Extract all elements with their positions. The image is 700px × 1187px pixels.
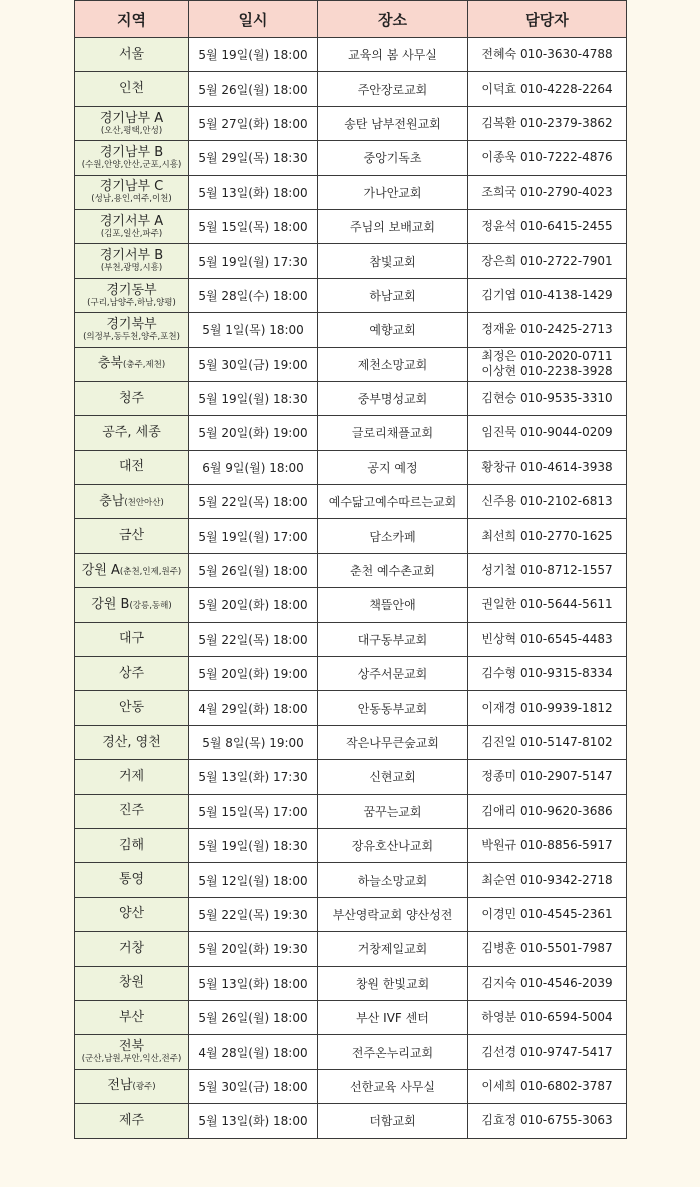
table-header <box>75 1 627 38</box>
datetime-cell: 5월 12일(월) 18:00 <box>189 863 318 897</box>
contact-cell <box>468 209 627 243</box>
place-cell: 예향교회 <box>318 313 468 347</box>
contact-entry: 김기엽 010-4138-1429 <box>481 287 613 302</box>
table-row <box>75 175 627 209</box>
region-name: 진주 <box>118 803 145 819</box>
region-name: 서울 <box>118 46 145 62</box>
region-name: 청주 <box>118 390 145 406</box>
datetime-cell: 5월 13일(화) 18:00 <box>189 175 318 209</box>
contact-entry: 정종미 010-2907-5147 <box>481 769 613 784</box>
region-cell <box>75 485 189 519</box>
datetime-cell: 5월 19일(월) 17:30 <box>189 244 318 278</box>
table-row <box>75 1000 627 1034</box>
contact-entry: 김효정 010-6755-3063 <box>481 1113 613 1128</box>
region-name: 경기남부 C <box>99 179 164 195</box>
region-name: 전북 <box>118 1039 145 1055</box>
contact-cell <box>468 725 627 759</box>
header-row <box>75 1 627 38</box>
contact-cell <box>468 760 627 794</box>
region-subareas: (수원,안양,안산,군포,시흥) <box>81 159 182 170</box>
table-row <box>75 1035 627 1069</box>
region-subareas: (김포,일산,파주) <box>100 228 163 239</box>
region-name: 통영 <box>118 872 145 888</box>
place-cell: 참빛교회 <box>318 244 468 278</box>
datetime-cell: 5월 26일(월) 18:00 <box>189 72 318 106</box>
region-cell <box>75 38 189 72</box>
region-subareas: (구리,남양주,하남,양평) <box>87 297 176 308</box>
region-name: 경기서부 B <box>99 248 164 264</box>
datetime-cell: 4월 29일(화) 18:00 <box>189 691 318 725</box>
header-region: 지역 <box>75 1 189 38</box>
region-subareas: (천안아산) <box>124 497 164 508</box>
region-cell <box>75 622 189 656</box>
datetime-cell: 5월 26일(월) 18:00 <box>189 553 318 587</box>
table-row <box>75 622 627 656</box>
contact-cell <box>468 381 627 415</box>
place-cell: 상주서문교회 <box>318 657 468 691</box>
table-row <box>75 966 627 1000</box>
datetime-cell: 5월 28일(수) 18:00 <box>189 278 318 312</box>
contact-cell <box>468 175 627 209</box>
place-cell: 글로리채플교회 <box>318 416 468 450</box>
table-row <box>75 485 627 519</box>
place-cell: 공지 예정 <box>318 450 468 484</box>
datetime-cell: 5월 20일(화) 19:30 <box>189 932 318 966</box>
region-name: 상주 <box>118 665 145 681</box>
contact-entry: 조희국 010-2790-4023 <box>481 184 613 199</box>
datetime-cell: 5월 29일(목) 18:30 <box>189 141 318 175</box>
region-name: 안동 <box>118 700 145 716</box>
place-cell: 가나안교회 <box>318 175 468 209</box>
contact-cell <box>468 897 627 931</box>
place-cell: 장유호산나교회 <box>318 828 468 862</box>
region-name: 거제 <box>118 768 145 784</box>
region-cell <box>75 381 189 415</box>
table-row <box>75 691 627 725</box>
header-place: 장소 <box>318 1 468 38</box>
table-body <box>75 38 627 1139</box>
contact-cell <box>468 622 627 656</box>
datetime-cell: 5월 13일(화) 18:00 <box>189 1104 318 1138</box>
place-cell: 선한교육 사무실 <box>318 1069 468 1103</box>
place-cell: 담소카페 <box>318 519 468 553</box>
contact-cell <box>468 313 627 347</box>
region-subareas: (부천,광명,시흥) <box>100 263 163 274</box>
place-cell: 꿈꾸는교회 <box>318 794 468 828</box>
contact-entry: 전혜숙 010-3630-4788 <box>481 47 613 62</box>
region-cell <box>75 416 189 450</box>
datetime-cell: 5월 27일(화) 18:00 <box>189 106 318 140</box>
datetime-cell: 5월 1일(목) 18:00 <box>189 313 318 347</box>
contact-cell <box>468 106 627 140</box>
contact-cell <box>468 1069 627 1103</box>
place-cell: 중앙기독초 <box>318 141 468 175</box>
region-name: 경기서부 A <box>99 213 164 229</box>
contact-entry: 이재경 010-9939-1812 <box>481 700 613 715</box>
contact-cell <box>468 519 627 553</box>
region-name: 경산, 영천 <box>102 734 161 750</box>
region-cell <box>75 828 189 862</box>
contact-entry: 최순연 010-9342-2718 <box>481 872 613 887</box>
table-row <box>75 828 627 862</box>
contact-entry: 성기철 010-8712-1557 <box>481 563 613 578</box>
contact-entry: 김애리 010-9620-3686 <box>481 803 613 818</box>
contact-entry: 김지숙 010-4546-2039 <box>481 975 613 990</box>
region-cell <box>75 347 189 381</box>
contact-cell <box>468 863 627 897</box>
table-row <box>75 657 627 691</box>
contact-cell <box>468 966 627 1000</box>
datetime-cell: 5월 19일(월) 17:00 <box>189 519 318 553</box>
region-subareas: (춘천,인제,원주) <box>119 566 182 577</box>
table-row <box>75 450 627 484</box>
table-row <box>75 141 627 175</box>
place-cell: 거창제일교회 <box>318 932 468 966</box>
place-cell: 대구동부교회 <box>318 622 468 656</box>
table-row <box>75 209 627 243</box>
place-cell: 주님의 보배교회 <box>318 209 468 243</box>
region-name: 경기동부 <box>106 282 157 298</box>
contact-cell <box>468 72 627 106</box>
region-cell <box>75 760 189 794</box>
region-cell <box>75 141 189 175</box>
region-name: 충남 <box>99 493 125 509</box>
place-cell: 안동동부교회 <box>318 691 468 725</box>
contact-entry: 장은희 010-2722-7901 <box>481 253 613 268</box>
region-name: 금산 <box>118 528 145 544</box>
table-row <box>75 313 627 347</box>
table-row <box>75 244 627 278</box>
region-cell <box>75 794 189 828</box>
table-row <box>75 553 627 587</box>
datetime-cell: 5월 30일(금) 18:00 <box>189 1069 318 1103</box>
contact-cell <box>468 1104 627 1138</box>
region-cell <box>75 1035 189 1069</box>
place-cell: 책뜰안애 <box>318 588 468 622</box>
table-row <box>75 588 627 622</box>
contact-entry: 김진일 010-5147-8102 <box>481 735 613 749</box>
contact-cell <box>468 794 627 828</box>
contact-cell <box>468 278 627 312</box>
contact-entry: 황창규 010-4614-3938 <box>481 459 613 474</box>
region-subareas: (강릉,동해) <box>129 600 172 611</box>
contact-entry: 이덕효 010-4228-2264 <box>481 81 613 96</box>
region-name: 강원 A <box>81 562 120 578</box>
table-row <box>75 932 627 966</box>
contact-entry: 신주용 010-2102-6813 <box>481 494 613 509</box>
region-name: 충북 <box>97 356 123 372</box>
contact-cell <box>468 450 627 484</box>
table-row <box>75 794 627 828</box>
table-row <box>75 72 627 106</box>
region-subareas: (군산,남원,부안,익산,전주) <box>81 1054 182 1065</box>
region-subareas: (광주) <box>132 1082 156 1093</box>
contact-cell <box>468 588 627 622</box>
region-name: 창원 <box>118 975 145 991</box>
region-cell <box>75 1069 189 1103</box>
region-name: 강원 B <box>91 596 130 612</box>
region-cell <box>75 725 189 759</box>
contact-cell <box>468 416 627 450</box>
datetime-cell: 5월 20일(화) 18:00 <box>189 588 318 622</box>
region-subareas: (오산,평택,안성) <box>100 125 163 136</box>
datetime-cell: 6월 9일(월) 18:00 <box>189 450 318 484</box>
contact-cell <box>468 1035 627 1069</box>
region-cell <box>75 313 189 347</box>
datetime-cell: 5월 13일(화) 18:00 <box>189 966 318 1000</box>
place-cell: 하남교회 <box>318 278 468 312</box>
table-row <box>75 519 627 553</box>
region-name: 대전 <box>118 459 145 475</box>
region-cell <box>75 657 189 691</box>
region-subareas: (충주,제천) <box>122 360 166 371</box>
contact-cell <box>468 691 627 725</box>
table-row <box>75 416 627 450</box>
region-name: 대구 <box>118 631 145 647</box>
datetime-cell: 5월 19일(월) 18:00 <box>189 38 318 72</box>
table-row <box>75 381 627 415</box>
place-cell: 신현교회 <box>318 760 468 794</box>
datetime-cell: 5월 19일(월) 18:30 <box>189 828 318 862</box>
contact-entry: 정재윤 010-2425-2713 <box>481 322 613 337</box>
datetime-cell: 5월 22일(목) 18:00 <box>189 485 318 519</box>
datetime-cell: 5월 22일(목) 19:30 <box>189 897 318 931</box>
region-cell <box>75 863 189 897</box>
contact-cell <box>468 141 627 175</box>
datetime-cell: 5월 13일(화) 17:30 <box>189 760 318 794</box>
datetime-cell: 5월 30일(금) 19:00 <box>189 347 318 381</box>
table-row <box>75 38 627 72</box>
place-cell: 부산영락교회 양산성전 <box>318 897 468 931</box>
region-name: 거창 <box>118 940 145 956</box>
contact-cell <box>468 553 627 587</box>
region-cell <box>75 1000 189 1034</box>
place-cell: 교육의 봄 사무실 <box>318 38 468 72</box>
contact-entry: 임진묵 010-9044-0209 <box>481 425 613 440</box>
place-cell: 작은나무큰숲교회 <box>318 725 468 759</box>
region-cell <box>75 553 189 587</box>
contact-cell <box>468 485 627 519</box>
region-cell <box>75 588 189 622</box>
datetime-cell: 5월 20일(화) 19:00 <box>189 657 318 691</box>
place-cell: 예수닮고예수따르는교회 <box>318 485 468 519</box>
region-cell <box>75 691 189 725</box>
contact-entry: 권일한 010-5644-5611 <box>481 597 613 612</box>
datetime-cell: 5월 26일(월) 18:00 <box>189 1000 318 1034</box>
place-cell: 제천소망교회 <box>318 347 468 381</box>
table-row <box>75 278 627 312</box>
region-name: 제주 <box>118 1112 145 1128</box>
region-cell <box>75 1104 189 1138</box>
datetime-cell: 5월 22일(목) 18:00 <box>189 622 318 656</box>
table-row <box>75 1104 627 1138</box>
region-name: 경기북부 <box>106 316 157 332</box>
contact-entry: 최선희 010-2770-1625 <box>481 528 613 543</box>
region-cell <box>75 175 189 209</box>
table-row <box>75 760 627 794</box>
contact-cell <box>468 244 627 278</box>
contact-entry: 이상현 010-2238-3928 <box>481 364 613 379</box>
table-row <box>75 347 627 381</box>
contact-cell <box>468 828 627 862</box>
place-cell: 부산 IVF 센터 <box>318 1000 468 1034</box>
region-cell <box>75 278 189 312</box>
datetime-cell: 5월 15일(목) 17:00 <box>189 794 318 828</box>
region-cell <box>75 932 189 966</box>
region-name: 인천 <box>118 81 145 97</box>
table-row <box>75 863 627 897</box>
contact-entry: 하영분 010-6594-5004 <box>481 1010 613 1025</box>
place-cell: 하늘소망교회 <box>318 863 468 897</box>
region-name: 경기남부 B <box>99 145 164 161</box>
region-subareas: (의정부,동두천,양주,포천) <box>83 331 180 342</box>
region-cell <box>75 897 189 931</box>
contact-entry: 김현승 010-9535-3310 <box>481 391 613 406</box>
contact-cell <box>468 1000 627 1034</box>
datetime-cell: 5월 8일(목) 19:00 <box>189 725 318 759</box>
region-subareas: (성남,용인,여주,이천) <box>91 194 172 205</box>
contact-cell <box>468 932 627 966</box>
place-cell: 더함교회 <box>318 1104 468 1138</box>
place-cell: 송탄 남부전원교회 <box>318 106 468 140</box>
contact-cell <box>468 347 627 381</box>
contact-entry: 김병훈 010-5501-7987 <box>481 941 613 956</box>
contact-cell <box>468 38 627 72</box>
header-contact: 담당자 <box>468 1 627 38</box>
contact-entry: 정윤석 010-6415-2455 <box>481 219 613 234</box>
datetime-cell: 5월 15일(목) 18:00 <box>189 209 318 243</box>
region-name: 부산 <box>118 1009 145 1025</box>
place-cell: 창원 한빛교회 <box>318 966 468 1000</box>
region-name: 공주, 세종 <box>102 425 161 441</box>
region-cell <box>75 244 189 278</box>
datetime-cell: 4월 28일(월) 18:00 <box>189 1035 318 1069</box>
region-name: 김해 <box>118 837 145 853</box>
place-cell: 전주온누리교회 <box>318 1035 468 1069</box>
table-row <box>75 1069 627 1103</box>
region-name: 경기남부 A <box>99 110 164 126</box>
region-cell <box>75 72 189 106</box>
region-cell <box>75 450 189 484</box>
region-cell <box>75 106 189 140</box>
contact-entry: 이종욱 010-7222-4876 <box>481 150 613 165</box>
contact-entry: 김수형 010-9315-8334 <box>481 666 613 681</box>
table-row <box>75 725 627 759</box>
region-name: 전남 <box>107 1078 133 1094</box>
datetime-cell: 5월 19일(월) 18:30 <box>189 381 318 415</box>
header-datetime: 일시 <box>189 1 318 38</box>
contact-entry: 김선경 010-9747-5417 <box>481 1044 613 1059</box>
region-cell <box>75 966 189 1000</box>
region-cell <box>75 519 189 553</box>
contact-cell <box>468 657 627 691</box>
contact-entry: 최정은 010-2020-0711 <box>481 349 613 364</box>
region-cell <box>75 209 189 243</box>
schedule-table <box>74 0 627 1139</box>
contact-entry: 이경민 010-4545-2361 <box>481 906 613 921</box>
datetime-cell: 5월 20일(화) 19:00 <box>189 416 318 450</box>
place-cell: 주안장로교회 <box>318 72 468 106</box>
region-name: 양산 <box>118 906 145 922</box>
place-cell: 중부명성교회 <box>318 381 468 415</box>
contact-entry: 빈상혁 010-6545-4483 <box>481 631 613 646</box>
table-row <box>75 897 627 931</box>
contact-entry: 김복환 010-2379-3862 <box>481 115 613 130</box>
place-cell: 춘천 예수촌교회 <box>318 553 468 587</box>
contact-entry: 박원규 010-8856-5917 <box>481 838 613 853</box>
contact-entry: 이세희 010-6802-3787 <box>481 1078 613 1093</box>
table-row <box>75 106 627 140</box>
